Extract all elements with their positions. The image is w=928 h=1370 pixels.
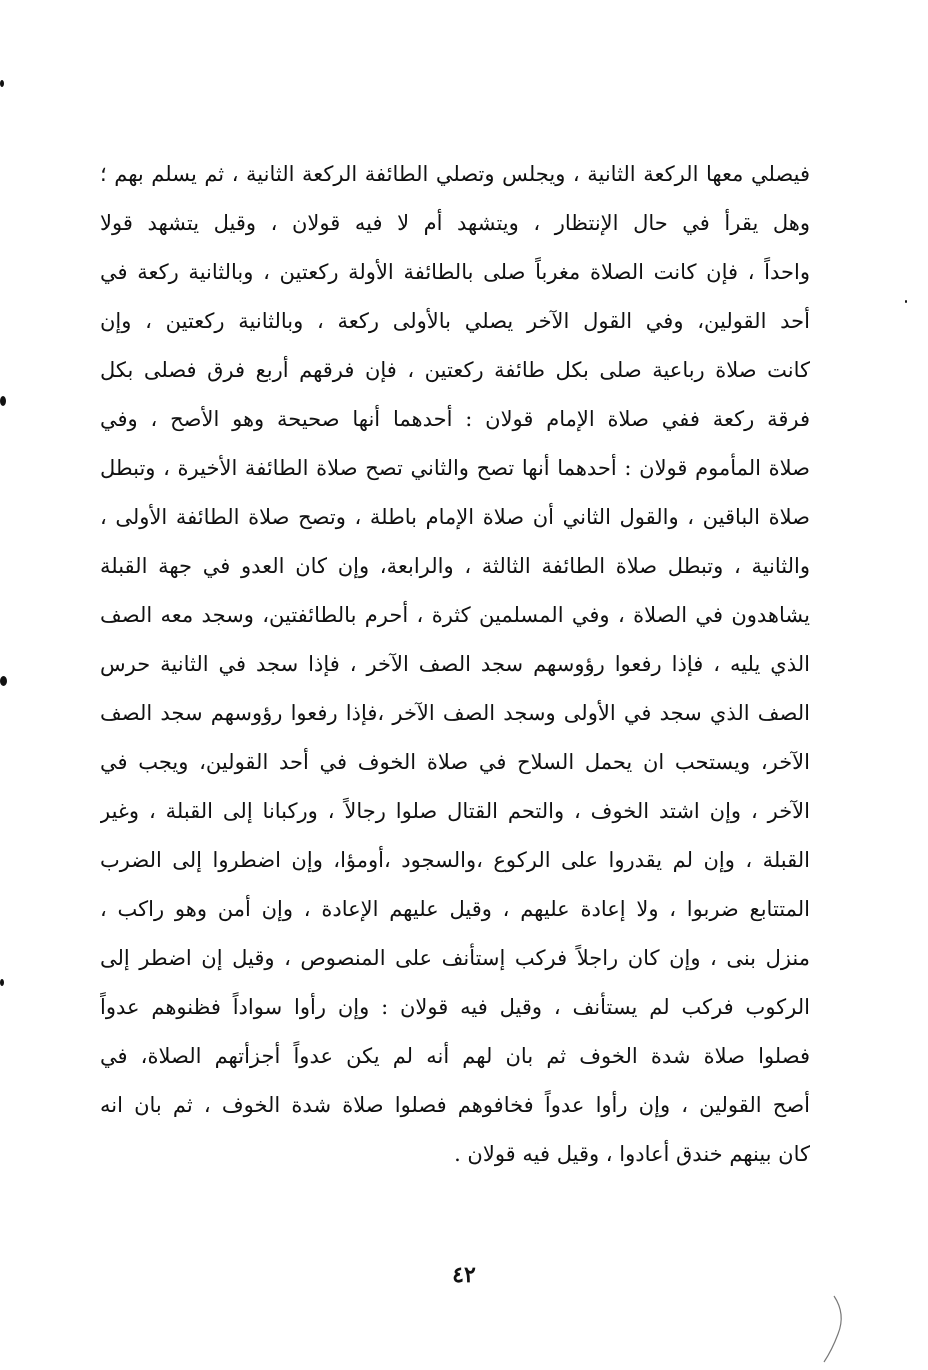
- text-line: كانت صلاة رباعية صلى بكل طائفة ركعتين ، فإن فرقهم أربع فرق فصلى بكل: [100, 358, 810, 382]
- text-line: الآخر ، وإن اشتد الخوف ، والتحم القتال صلوا رجالاً ، وركبانا إلى القبلة ، وغير: [100, 799, 810, 823]
- text-line: الركوب فركب لم يستأنف ، وقيل فيه قولان : وإن رأوا سواداً فظنوهم عدواً: [100, 995, 810, 1019]
- text-line: الصف الذي سجد في الأولى وسجد الصف الآخر ،فإذا رفعوا رؤوسهم سجد الصف: [100, 701, 810, 725]
- text-line: فصلوا صلاة شدة الخوف ثم بان لهم أنه لم يكن عدواً أجزأتهم الصلاة، في: [100, 1044, 810, 1068]
- text-line: والثانية ، وتبطل صلاة الطائفة الثالثة ، والرابعة، وإن كان العدو في جهة القبلة: [100, 554, 810, 578]
- text-line: يشاهدون في الصلاة ، وفي المسلمين كثرة ، أحرم بالطائفتين، وسجد معه الصف: [100, 603, 810, 627]
- text-line: أصح القولين ، وإن رأوا عدواً فخافوهم فصلوا صلاة شدة الخوف ، ثم بان انه: [100, 1093, 810, 1117]
- scan-mark: [905, 300, 907, 303]
- text-line: وهل يقرأ في حال الإنتظار ، ويتشهد أم لا فيه قولان ، وقيل يتشهد قولا: [100, 211, 810, 235]
- scan-mark: [0, 396, 6, 406]
- text-line: منزل بنى ، وإن كان راجلاً فركب إستأنف على المنصوص ، وقيل إن اضطر إلى: [100, 946, 810, 970]
- text-line: فيصلي معها الركعة الثانية ، ويجلس وتصلي الطائفة الركعة الثانية ، ثم يسلم بهم ؛: [100, 162, 810, 186]
- scan-edge-curve: [812, 1290, 852, 1370]
- text-line: الآخر، ويستحب ان يحمل السلاح في صلاة الخوف في أحد القولين، ويجب في: [100, 750, 810, 774]
- scan-mark: [0, 676, 7, 686]
- text-line: المتتابع ضربوا ، ولا إعادة عليهم ، وقيل عليهم الإعادة ، وإن أمن وهو راكب ،: [100, 897, 810, 921]
- text-line: صلاة المأموم قولان : أحدهما أنها تصح والثاني تصح صلاة الطائفة الأخيرة ، وتبطل: [100, 456, 810, 480]
- text-line: القبلة ، وإن لم يقدروا على الركوع ،والسجود ،أومؤا، وإن اضطروا إلى الضرب: [100, 848, 810, 872]
- scan-mark: [0, 80, 4, 87]
- text-line: كان بينهم خندق أعادوا ، وقيل فيه قولان .: [454, 1142, 810, 1166]
- text-line: أحد القولين، وفي القول الآخر يصلي بالأولى ركعة ، وبالثانية ركعتين ، وإن: [100, 309, 810, 333]
- text-line: الذي يليه ، فإذا رفعوا رؤوسهم سجد الصف الآخر ، فإذا سجد في الثانية حرس: [100, 652, 810, 676]
- page-number: ٤٢: [452, 1262, 476, 1288]
- text-line: فرقة ركعة ففي صلاة الإمام قولان : أحدهما أنها صحيحة وهو الأصح ، وفي: [100, 407, 810, 431]
- text-line: صلاة الباقين ، والقول الثاني أن صلاة الإمام باطلة ، وتصح صلاة الطائفة الأولى ،: [100, 505, 810, 529]
- text-line: واحداً ، فإن كانت الصلاة مغرباً صلى بالطائفة الأولة ركعتين ، وبالثانية ركعة في: [100, 260, 810, 284]
- scan-mark: [0, 979, 4, 986]
- body-text: [100, 150, 810, 1179]
